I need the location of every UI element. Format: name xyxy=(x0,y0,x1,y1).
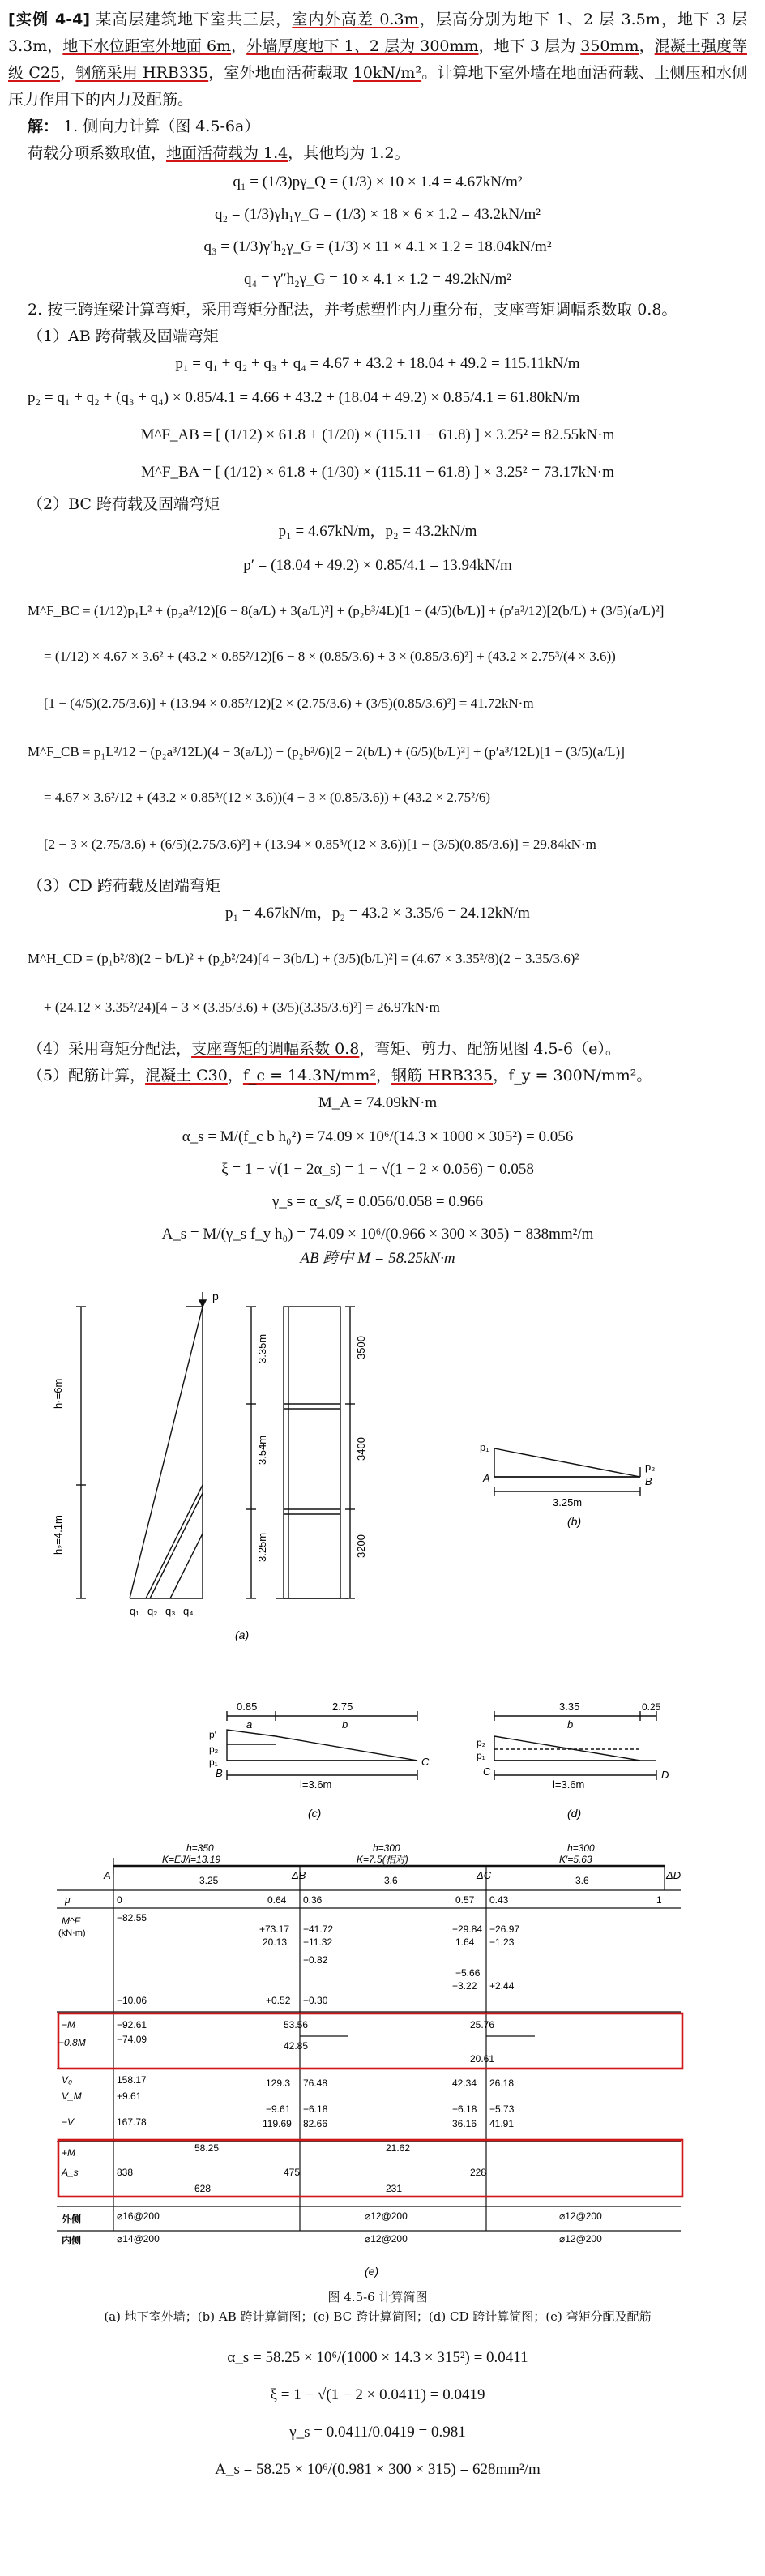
equation-bc-mbc-2: = (1/12) × 4.67 × 3.6² + (43.2 × 0.85²/12)[6 − 8 × (0.85/3.6) + 3 × (0.85/3.6)²] + (43.2 × 2.75³/(4 × 3.6)) xyxy=(44,648,616,664)
equation-bc-pprime: p′ = (18.04 + 49.2) × 0.85/4.1 = 13.94kN/m xyxy=(243,557,512,574)
minus-v-1: 119.69 xyxy=(263,2118,292,2129)
solution-step-5 xyxy=(8,1063,747,1089)
problem-text: 。计算地下室外墙在地面活荷载、土侧压和水侧压力作用下的内力及配筋。 xyxy=(8,64,747,109)
row-mu: μ xyxy=(65,1894,71,1906)
figure-b-beam xyxy=(494,1448,640,1496)
span3-k: K′=5.63 xyxy=(559,1854,592,1865)
equation-bc-mcb-3: [2 − 3 × (2.75/3.6) + (6/5)(2.75/3.6)²] + (13.94 × 0.85³/(12 × 3.6))[1 − (3/5)(0.85/3.6)] = 29.84kN·m xyxy=(44,837,596,852)
plus-m-ab: 58.25 xyxy=(194,2142,220,2154)
fig-a-q3: q₃ xyxy=(165,1605,176,1617)
problem-text: ，地下 3 层为 xyxy=(478,37,581,55)
figure-e-highlight-boxes xyxy=(58,2013,682,2197)
equation-q1: q₁ = (1/3)pγ_Q = (1/3) × 10 × 1.4 = 4.67kN/m² xyxy=(233,173,523,190)
mu-1: 0.64 xyxy=(267,1894,287,1906)
fig-a-q4: q₄ xyxy=(183,1605,194,1617)
mf-3: 20.13 xyxy=(263,1936,288,1948)
problem-text: ，层高分别为地下 1、2 层 3.5m，地下 3 层 3.3m， xyxy=(8,11,747,55)
problem-text: 某高层建筑地下室共三层， xyxy=(96,11,293,28)
neg-m-c: 25.76 xyxy=(470,2019,495,2030)
problem-title: [实例 4-4] xyxy=(8,11,91,28)
minus-v-4: 41.91 xyxy=(489,2118,515,2129)
span3-len: 3.6 xyxy=(575,1875,589,1886)
fig-d-335: 3.35 xyxy=(559,1701,580,1713)
step-text: 1. 侧向力计算（图 4.5-6a） xyxy=(63,118,260,135)
fig-c-275: 2.75 xyxy=(332,1701,353,1713)
inner-bar-0: ⌀14@200 xyxy=(117,2233,160,2244)
mf-7: +0.30 xyxy=(303,1995,328,2006)
highlight-text: 钢筋 HRB335 xyxy=(391,1067,494,1085)
equation-bc-mbc-3: [1 − (4/5)(2.75/3.6)] + (13.94 × 0.85²/12)[2 × (2.75/3.6) + (3/5)(0.85/3.6)²] = 41.72kN·m xyxy=(44,695,534,711)
row-as: A_s xyxy=(62,2167,79,2178)
fig-c-caption: (c) xyxy=(308,1807,322,1820)
fig-a-3200: 3200 xyxy=(355,1534,367,1558)
figure-d-beam xyxy=(494,1711,656,1780)
minus-v-3: 36.16 xyxy=(452,2118,477,2129)
fig-a-p-label: p xyxy=(212,1290,219,1303)
equation-ab-mab: M^F_AB = [ (1/12) × 61.8 + (1/20) × (115.11 − 61.8) ] × 3.25² = 82.55kN·m xyxy=(140,426,615,443)
figure-description: (a) 地下室外墙；(b) AB 跨计算简图；(c) BC 跨计算简图；(d) CD 跨计算简图；(e) 弯矩分配及配筋 xyxy=(104,2309,652,2324)
equation-ab-mba: M^F_BA = [ (1/12) × 61.8 + (1/30) × (115.11 − 61.8) ] × 3.25² = 73.17kN·m xyxy=(141,464,614,481)
highlight-text: 10kN/m² xyxy=(353,64,422,82)
as-3: 231 xyxy=(386,2183,403,2194)
figure-c-beam xyxy=(227,1711,417,1780)
fig-c-b: b xyxy=(342,1718,348,1731)
highlight-text: 外墙厚度地下 1、2 层为 300mm xyxy=(246,37,479,55)
as-4: 228 xyxy=(470,2167,487,2178)
fig-a-354-label: 3.54m xyxy=(256,1435,268,1465)
fig-c-p2: p₂ xyxy=(209,1744,219,1755)
fig-c-p1: p₁ xyxy=(209,1757,218,1768)
inner-bar-1: ⌀12@200 xyxy=(365,2233,408,2244)
highlight-text: 钢筋采用 HRB335 xyxy=(75,64,209,82)
v0-0: 158.17 xyxy=(117,2074,147,2086)
mf-14: +3.22 xyxy=(452,1980,477,1992)
vm-2: +6.18 xyxy=(303,2103,328,2115)
mf-11: 1.64 xyxy=(455,1936,475,1948)
vm-3: −6.18 xyxy=(452,2103,477,2115)
problem-text: ，室外地面活荷载取 xyxy=(208,64,353,82)
outer-bar-1: ⌀12@200 xyxy=(365,2210,408,2222)
v0-3: 42.34 xyxy=(452,2077,477,2089)
v0-2: 76.48 xyxy=(303,2077,328,2089)
figure-e-grid xyxy=(57,1858,681,2231)
figure-title: 图 4.5-6 计算简图 xyxy=(327,2290,428,2304)
fig-b-p1: p₁ xyxy=(480,1441,489,1453)
row-minus-m: −M xyxy=(62,2019,76,2030)
highlight-text: 350mm xyxy=(580,37,639,55)
fig-c-C: C xyxy=(421,1756,430,1768)
neg-m08-a: −74.09 xyxy=(117,2034,147,2045)
equation-ma: M_A = 74.09kN·m xyxy=(318,1094,438,1111)
fig-b-span: 3.25m xyxy=(553,1496,583,1508)
equation-gamma-s-1: γ_s = α_s/ξ = 0.056/0.058 = 0.966 xyxy=(271,1193,484,1210)
v0-4: 26.18 xyxy=(489,2077,515,2089)
equation-alpha-s-2: α_s = 58.25 × 10⁶/(1000 × 14.3 × 315²) = 0.0411 xyxy=(227,2349,528,2366)
highlight-text: 室内外高差 0.3m xyxy=(292,11,419,28)
mu-5: 1 xyxy=(656,1894,662,1906)
fig-d-025: 0.25 xyxy=(642,1701,661,1713)
vm-4: −5.73 xyxy=(489,2103,515,2115)
step-text: ， xyxy=(227,1067,243,1085)
fig-a-3500: 3500 xyxy=(355,1336,367,1359)
outer-bar-2: ⌀12@200 xyxy=(559,2210,602,2222)
load-factor-text xyxy=(8,140,747,167)
fig-c-a: a xyxy=(246,1718,253,1731)
fig-a-h2-label: h₂=4.1m xyxy=(52,1515,64,1555)
fig-d-p1: p₁ xyxy=(477,1750,485,1761)
mf-15: +2.44 xyxy=(489,1980,515,1992)
row-v0: V₀ xyxy=(62,2074,73,2086)
step-text: ，f_y = 300N/mm²。 xyxy=(493,1067,652,1085)
equation-alpha-s-1: α_s = M/(f_c b h₀²) = 74.09 × 10⁶/(14.3 × 1000 × 305²) = 0.056 xyxy=(182,1128,574,1145)
row-08m: −0.8M xyxy=(58,2037,86,2048)
row-minus-v: −V xyxy=(62,2116,75,2128)
equation-ab-p1: p₁ = q₁ + q₂ + q₃ + q₄ = 4.67 + 43.2 + 18.04 + 49.2 = 115.11kN/m xyxy=(175,355,580,372)
mf-10: −26.97 xyxy=(489,1923,520,1935)
solution-step-2: 2. 按三跨连梁计算弯矩，采用弯矩分配法，并考虑塑性内力重分布，支座弯矩调幅系数取 0.8。 xyxy=(28,301,677,319)
ab-span-heading: （1）AB 跨荷载及固端弯矩 xyxy=(28,327,219,345)
equation-xi-1: ξ = 1 − √(1 − 2α_s) = 1 − √(1 − 2 × 0.056) = 0.058 xyxy=(221,1161,534,1178)
span1-k: K=EJ/l=13.19 xyxy=(162,1854,221,1865)
mu-2: 0.36 xyxy=(303,1894,323,1906)
mu-0: 0 xyxy=(117,1894,122,1906)
inner-bar-2: ⌀12@200 xyxy=(559,2233,602,2244)
as-1: 628 xyxy=(194,2183,212,2194)
row-mf-unit: (kN·m) xyxy=(58,1928,86,1938)
figure-a-wall-loads xyxy=(76,1292,256,1598)
node-b: ΔB xyxy=(292,1869,306,1881)
figure-a-section xyxy=(276,1307,355,1598)
equation-bc-mbc-1: M^F_BC = (1/12)p₁L² + (p₂a²/12)[6 − 8(a/L) + 3(a/L)²] + (p₂b³/4L)[1 − (4/5)(b/L)] + (p′a²/12)[2(b/L) + (3/5)(a/L)²] xyxy=(28,603,665,618)
fig-e-caption: (e) xyxy=(365,2265,379,2278)
figure-a-b xyxy=(8,1282,737,1680)
equation-as-2: A_s = 58.25 × 10⁶/(0.981 × 300 × 315) = 628mm²/m xyxy=(215,2461,541,2478)
row-inner: 内侧 xyxy=(62,2235,82,2246)
fig-c-085: 0.85 xyxy=(237,1701,258,1713)
figure-c-d xyxy=(8,1680,737,1834)
fig-d-l: l=3.6m xyxy=(553,1778,585,1791)
cd-span-heading: （3）CD 跨荷载及固端弯矩 xyxy=(28,877,220,895)
span2-len: 3.6 xyxy=(384,1875,398,1886)
row-plus-m: +M xyxy=(62,2147,76,2159)
as-0: 838 xyxy=(117,2167,134,2178)
neg-m08-b: 42.85 xyxy=(284,2040,309,2052)
fig-a-335-label: 3.35m xyxy=(256,1333,268,1363)
fig-c-pprime: p′ xyxy=(209,1729,216,1740)
highlight-text: 支座弯矩的调幅系数 0.8 xyxy=(191,1040,360,1058)
span1-len: 3.25 xyxy=(199,1875,219,1886)
mu-3: 0.57 xyxy=(455,1894,475,1906)
equation-q2: q₂ = (1/3)γh₁γ_G = (1/3) × 18 × 6 × 1.2 = 43.2kN/m² xyxy=(215,206,541,223)
fig-b-b: B xyxy=(645,1475,652,1487)
mf-9: +29.84 xyxy=(452,1923,483,1935)
solution-step-4 xyxy=(8,1036,747,1063)
fig-c-l: l=3.6m xyxy=(300,1778,332,1791)
equation-q3: q₃ = (1/3)γ′h₂γ_G = (1/3) × 11 × 4.1 × 1.2 = 18.04kN/m² xyxy=(203,238,552,255)
row-vm: V_M xyxy=(62,2090,82,2102)
node-c: ΔC xyxy=(477,1869,492,1881)
mf-0: −82.55 xyxy=(117,1912,147,1923)
mf-13: −5.66 xyxy=(455,1967,481,1979)
mf-6: +0.52 xyxy=(266,1995,291,2006)
minus-v-0: 167.78 xyxy=(117,2116,147,2128)
node-d: ΔD xyxy=(666,1869,682,1881)
minus-v-2: 82.66 xyxy=(303,2118,328,2129)
equation-q4: q₄ = γ″h₂γ_G = 10 × 4.1 × 1.2 = 49.2kN/m² xyxy=(244,271,511,288)
step-text: ， xyxy=(376,1067,392,1085)
span3-h: h=300 xyxy=(567,1842,595,1854)
fig-a-325-label: 3.25m xyxy=(256,1532,268,1562)
mf-4: −11.32 xyxy=(303,1936,333,1948)
figure-e-moment-distribution xyxy=(8,1834,737,2287)
equation-cd-m1: M^H_CD = (p₁b²/8)(2 − b/L)² + (p₂b²/24)[4 − 3(b/L) + (3/5)(b/L)²] = (4.67 × 3.35²/8)(2 − 3.35/3.6)² xyxy=(28,951,579,966)
mf-5: −0.82 xyxy=(303,1954,328,1966)
fig-a-h1-label: h₁=6m xyxy=(52,1378,64,1409)
problem-text: ， xyxy=(60,64,76,82)
vm-0: +9.61 xyxy=(117,2090,142,2102)
fig-b-caption: (b) xyxy=(567,1515,582,1528)
span2-k: K=7.5(相对) xyxy=(357,1854,408,1865)
fig-d-b: b xyxy=(567,1718,574,1731)
equation-cd-p: p₁ = 4.67kN/m，p₂ = 43.2 × 3.35/6 = 24.12kN/m xyxy=(225,905,530,922)
solution-step-1 xyxy=(8,113,747,140)
step-text: 荷载分项系数取值， xyxy=(28,144,167,162)
as-2: 475 xyxy=(284,2167,301,2178)
fig-d-C: C xyxy=(483,1765,491,1778)
equation-cd-m2: + (24.12 × 3.35²/24)[4 − 3 × (3.35/3.6) + (3/5)(3.35/3.6)²] = 26.97kN·m xyxy=(44,999,440,1015)
highlight-text: f_c = 14.3N/mm² xyxy=(242,1067,377,1085)
problem-statement xyxy=(8,6,747,113)
fig-d-D: D xyxy=(661,1769,669,1781)
fig-d-caption: (d) xyxy=(567,1807,582,1820)
problem-text: ， xyxy=(231,37,247,55)
outer-bar-0: ⌀16@200 xyxy=(117,2210,160,2222)
mf-2: −41.72 xyxy=(303,1923,334,1935)
row-outer: 外侧 xyxy=(62,2214,82,2225)
equation-as-1: A_s = M/(γ_s f_y h₀) = 74.09 × 10⁶/(0.966 × 300 × 305) = 838mm²/m xyxy=(161,1226,594,1243)
equation-bc-mcb-1: M^F_CB = p₁L²/12 + (p₂a³/12L)(4 − 3(a/L)) + (p₂b²/6)[2 − 2(b/L) + (6/5)(b/L)²] + (p′a³/12L)[1 − (3/5)(a/L)] xyxy=(28,744,625,760)
fig-d-p2: p₂ xyxy=(477,1737,486,1748)
equation-bc-mcb-2: = 4.67 × 3.6²/12 + (43.2 × 0.85³/(12 × 3.6))(4 − 3 × (0.85/3.6)) + (43.2 × 2.75²/6) xyxy=(44,789,491,805)
neg-m08-c: 20.61 xyxy=(470,2053,495,2065)
step-text: ，弯矩、剪力、配筋见图 4.5-6（e）。 xyxy=(359,1040,621,1058)
ab-midspan-moment: AB 跨中 M = 58.25kN·m xyxy=(300,1250,455,1267)
equation-gamma-s-2: γ_s = 0.0411/0.0419 = 0.981 xyxy=(289,2424,466,2441)
mf-8: −10.06 xyxy=(117,1995,147,2006)
plus-m-bc: 21.62 xyxy=(386,2142,411,2154)
highlight-text: 混凝土强度等级 C25 xyxy=(8,37,747,82)
v0-1: 129.3 xyxy=(266,2077,291,2089)
neg-m-a: −92.61 xyxy=(117,2019,147,2030)
fig-a-3400: 3400 xyxy=(355,1437,367,1461)
problem-text: ， xyxy=(639,37,655,55)
mf-1: +73.17 xyxy=(259,1923,290,1935)
fig-b-a: A xyxy=(483,1472,490,1484)
neg-m-b: 53.56 xyxy=(284,2019,309,2030)
step-text: ，其他均为 1.2。 xyxy=(288,144,410,162)
highlight-text: 地下水位距室外地面 6m xyxy=(62,37,232,55)
fig-c-B: B xyxy=(216,1767,223,1779)
fig-a-caption: (a) xyxy=(235,1628,250,1641)
equation-ab-p2: p₂ = q₁ + q₂ + (q₃ + q₄) × 0.85/4.1 = 4.66 + 43.2 + (18.04 + 49.2) × 0.85/4.1 = 61.80kN/m xyxy=(28,389,580,406)
equation-bc-p: p₁ = 4.67kN/m，p₂ = 43.2kN/m xyxy=(278,523,477,540)
highlight-text: 地面活荷载为 1.4 xyxy=(166,144,288,162)
mf-12: −1.23 xyxy=(489,1936,515,1948)
step-text: （4）采用弯矩分配法， xyxy=(28,1040,192,1058)
bc-span-heading: （2）BC 跨荷载及固端弯矩 xyxy=(28,495,220,513)
fig-a-q2: q₂ xyxy=(147,1605,158,1617)
vm-1: −9.61 xyxy=(266,2103,291,2115)
highlight-text: 混凝土 C30 xyxy=(145,1067,228,1085)
fig-b-p2: p₂ xyxy=(645,1461,656,1473)
row-mf: M^F xyxy=(62,1915,80,1927)
mu-4: 0.43 xyxy=(489,1894,509,1906)
equation-xi-2: ξ = 1 − √(1 − 2 × 0.0411) = 0.0419 xyxy=(270,2386,485,2403)
solution-head: 解： xyxy=(28,118,59,135)
span2-h: h=300 xyxy=(373,1842,400,1854)
node-a: A xyxy=(104,1869,111,1881)
fig-a-q1: q₁ xyxy=(130,1605,139,1617)
step-text: （5）配筋计算， xyxy=(28,1067,146,1085)
span1-h: h=350 xyxy=(186,1842,214,1854)
